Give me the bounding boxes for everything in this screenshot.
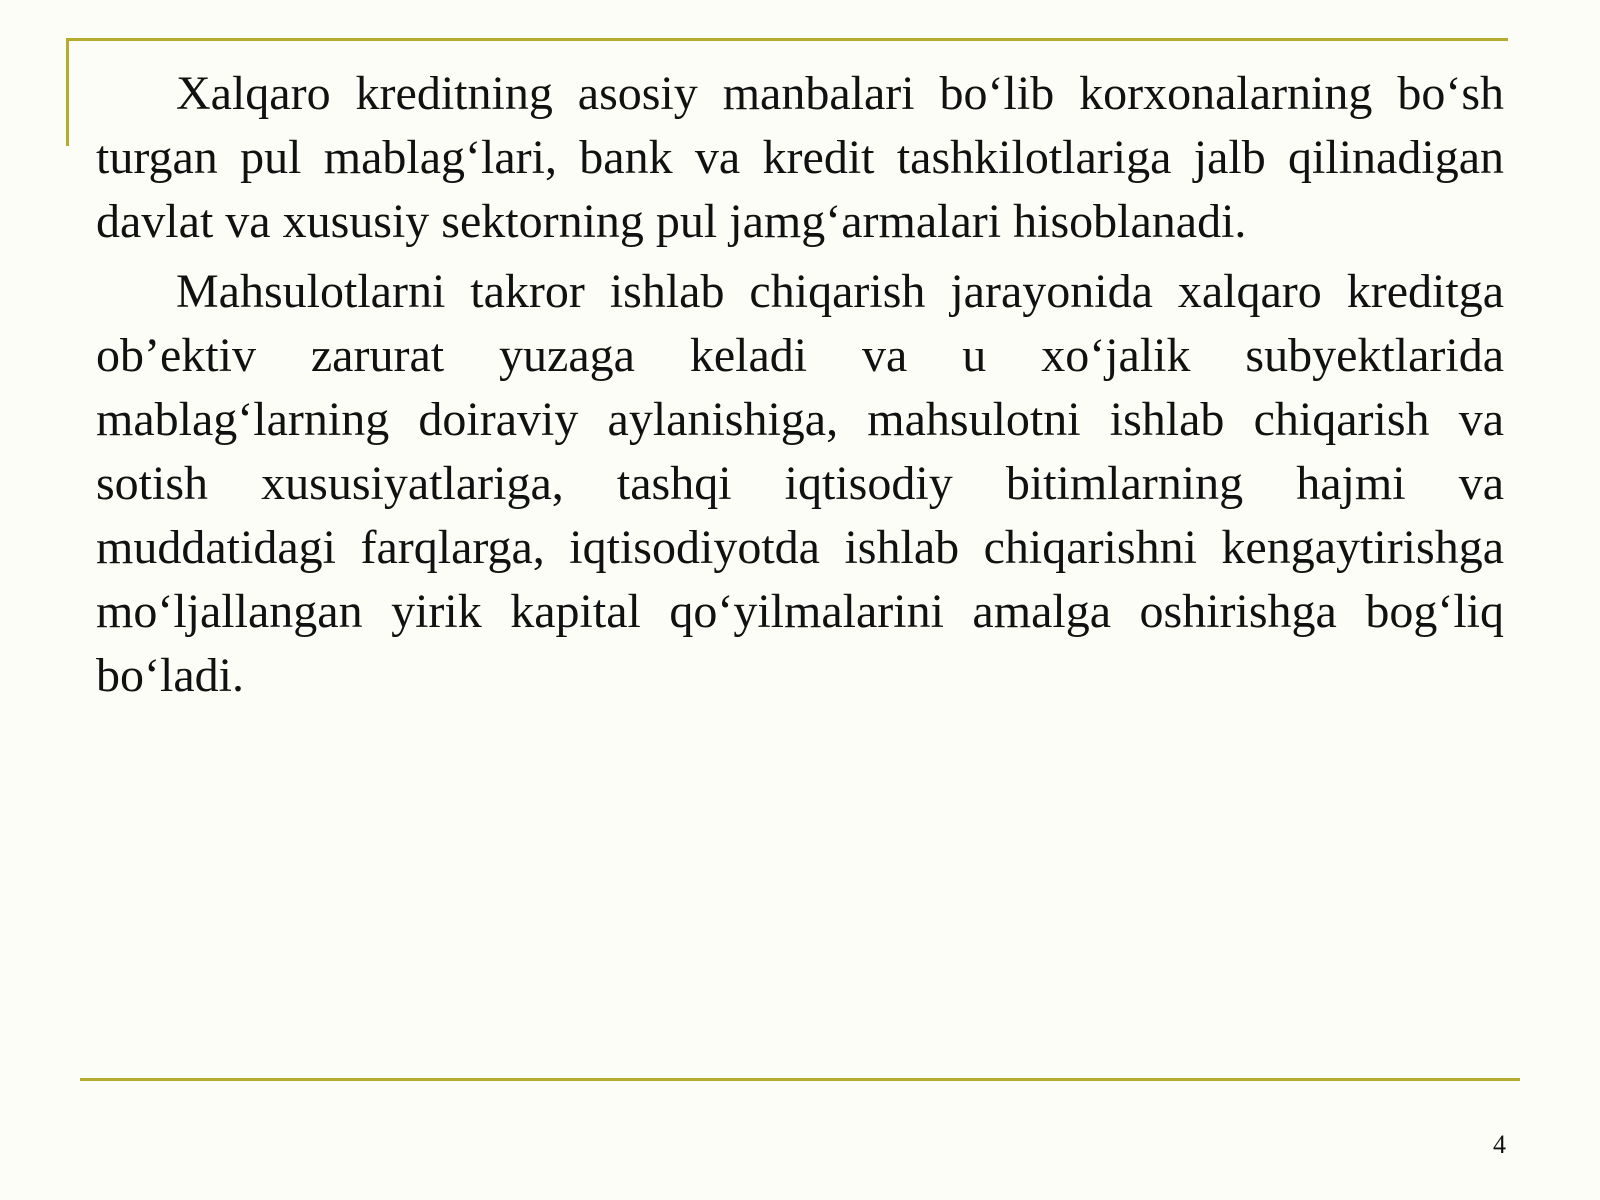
slide-body xyxy=(96,62,1504,714)
paragraph-2: Mahsulotlarni takror ishlab chiqarish jarayonida xalqaro kreditga ob’ektiv zarurat yuzaga keladi va u xo‘jalik subyektlarida mablag‘larning doiraviy aylanishiga, mahsulotni ishlab chiqarish va sotish xususiyatlariga, tashqi iqtisodiy bitimlarning hajmi va muddatidagi farqlarga, iqtisodiyotda ishlab chiqarishni kengaytirishga mo‘ljallangan yirik kapital qo‘yilmalarini amalga oshirishga bog‘liq bo‘ladi. xyxy=(96,265,1504,702)
paragraph-1: Xalqaro kreditning asosiy manbalari bo‘lib korxonalarning bo‘sh turgan pul mablag‘lari, bank va kredit tashkilotlariga jalb qilinadigan davlat va xususiy sektorning pul jamg‘armalari hisoblanadi. xyxy=(96,67,1504,248)
slide-number: 4 xyxy=(1493,1130,1506,1159)
bottom-accent-rule xyxy=(80,1078,1520,1081)
top-accent-rule xyxy=(66,38,1508,41)
left-accent-bracket xyxy=(66,38,69,146)
